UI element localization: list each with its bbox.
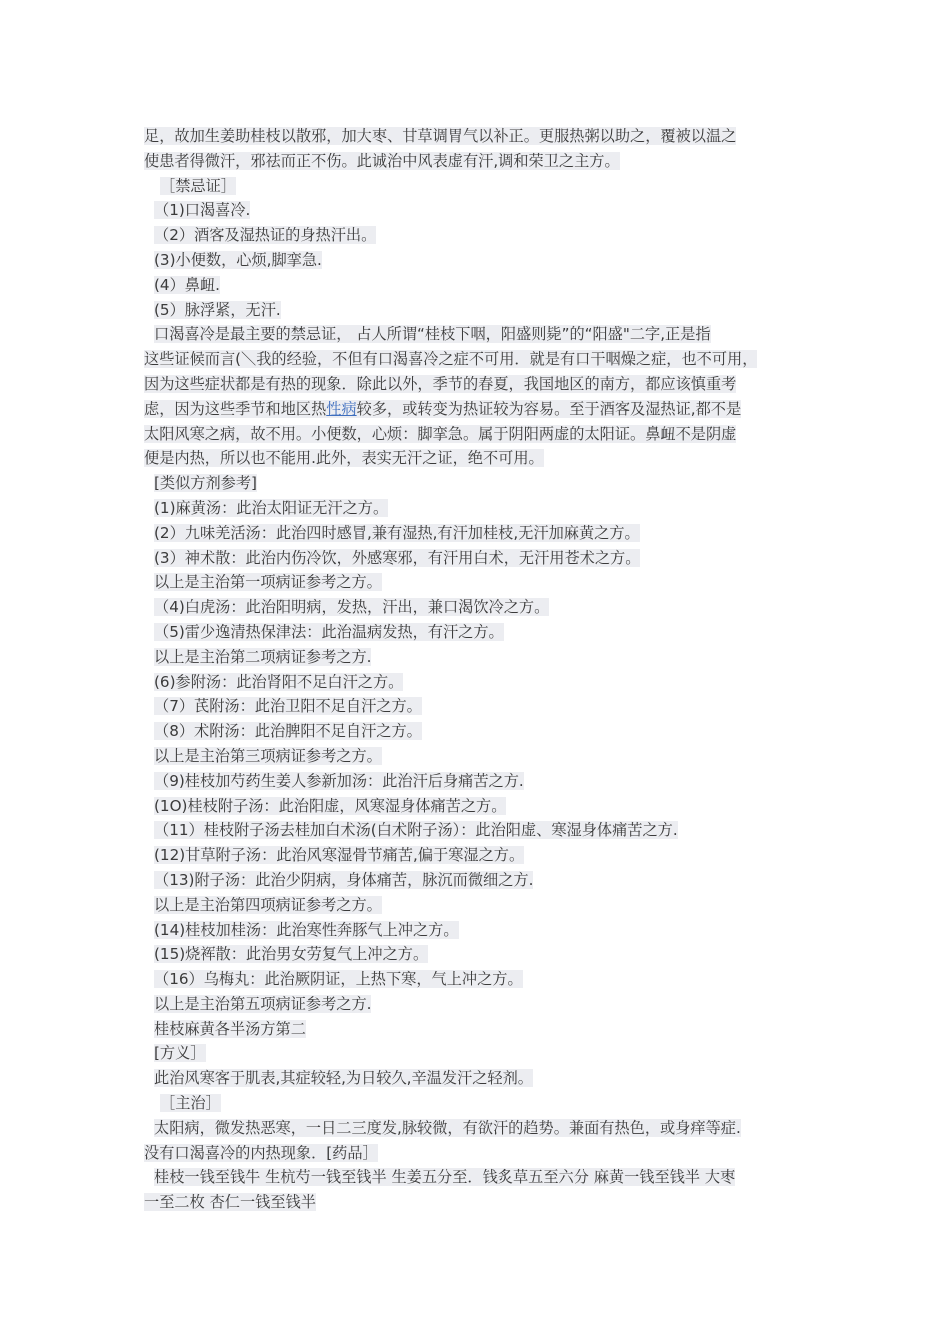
ingredients-line: 一至二枚 杏仁一钱至钱半 [144, 1193, 316, 1212]
list-item: （5)雷少逸清热保津法：此治温病发热，有汗之方。 [154, 622, 504, 641]
text-line: 此治风寒客于肌表,其症较轻,为日较久,辛温发汗之轻剂。 [154, 1069, 533, 1088]
section-heading: [方义］ [154, 1044, 206, 1063]
list-item: (2）九味羌活汤：此治四时感冒,兼有湿热,有汗加桂枝,无汗加麻黄之方。 [154, 523, 640, 542]
section-heading: [类似方剂参考] [154, 474, 257, 493]
ingredients-line: 桂枝一钱至钱牛 生杭芍一钱至钱半 生姜五分至．钱炙草五至六分 麻黄一钱至钱半 大枣 [154, 1168, 736, 1187]
list-item: （8）术附汤：此治脾阳不足自汗之方。 [154, 722, 422, 741]
text-line: 这些证候而言(＼我的经验，不但有口渴喜冷之症不可用．就是有口干咽燥之症，也不可用， [144, 350, 758, 369]
text-line: 足，故加生姜助桂枝以散邪，加大枣、甘草调胃气以补正。更服热粥以助之，覆被以温之 [144, 127, 737, 145]
summary-line: 以上是主治第五项病证参考之方. [154, 994, 372, 1013]
text-segment: 较多，或转变为热证较为容易。至于酒客及湿热证,都不是 [356, 399, 742, 418]
list-item: (1)麻黄汤：此治太阳证无汗之方。 [154, 498, 389, 517]
list-item: （1)口渴喜冷. [154, 201, 251, 220]
text-line: 使患者得微汗，邪祛而正不伤。此诚治中风表虚有汗,调和荣卫之主方。 [144, 151, 620, 170]
list-item: （4)白虎汤：此治阳明病，发热，汗出，兼口渴饮冷之方。 [154, 598, 550, 617]
text-line: 口渴喜冷是最主要的禁忌证， 占人所谓“桂枝下咽，阳盛则毙”的“阳盛"二字,正是指 [154, 325, 711, 344]
list-item: （9)桂枝加芍药生姜人参新加汤：此治汗后身痛苦之方. [154, 771, 524, 790]
text-line: 因为这些症状都是有热的现象．除此以外，季节的春夏，我国地区的南方，都应该慎重考 [144, 374, 737, 393]
text-line: 太阳病，微发热恶寒，一日二三度发,脉较微，有欲汗的趋势。兼面有热色，或身痒等症. [154, 1118, 741, 1137]
text-line: 便是内热，所以也不能用.此外，表实无汗之证，绝不可用。 [144, 449, 544, 468]
list-item: (14)桂枝加桂汤：此治寒性奔豚气上冲之方。 [154, 920, 459, 939]
list-item: (5）脉浮紧，无汗. [154, 300, 281, 319]
list-item: (6)参附汤：此治肾阳不足白汗之方。 [154, 672, 404, 691]
list-item: (15)烧裈散：此治男女劳复气上冲之方。 [154, 945, 429, 964]
text-line: 没有口渴喜冷的内热现象．[药品］ [144, 1143, 378, 1162]
summary-line: 以上是主治第三项病证参考之方。 [154, 746, 382, 765]
text-line [144, 397, 814, 422]
list-item: (3)小便数，心烦,脚挛急. [154, 250, 322, 269]
list-item: （13)附子汤：此治少阴病，身体痛苦，脉沉而微细之方. [154, 870, 534, 889]
keyword-link[interactable]: 性病 [326, 399, 357, 418]
summary-line: 以上是主治第二项病证参考之方. [154, 647, 372, 666]
list-item: （11）桂枝附子汤去桂加白术汤(白术附子汤）：此治阳虚、寒湿身体痛苦之方. [154, 821, 678, 840]
list-item: （7）芪附汤：此治卫阳不足自汗之方。 [154, 697, 422, 716]
document-page [144, 124, 814, 1215]
list-item: （16）乌梅丸：此治厥阴证，上热下寒，气上冲之方。 [154, 970, 523, 989]
list-item: (1O)桂枝附子汤：此治阳虚，风寒湿身体痛苦之方。 [154, 796, 507, 815]
list-item: (4）鼻衄. [154, 275, 220, 294]
list-item: （2）酒客及湿热证的身热汗出。 [154, 226, 377, 245]
summary-line: 以上是主治第四项病证参考之方。 [154, 895, 382, 914]
section-heading: ［禁忌证］ [160, 176, 236, 195]
formula-title: 桂枝麻黄各半汤方第二 [154, 1019, 306, 1038]
text-segment: 虑，因为这些季节和地区热 [144, 399, 327, 418]
list-item: (3）神术散：此治内伤冷饮，外感寒邪，有汗用白术，无汗用苍术之方。 [154, 548, 641, 567]
summary-line: 以上是主治第一项病证参考之方。 [154, 573, 382, 592]
list-item: (12)甘草附子汤：此治风寒湿骨节痛苦,偏于寒湿之方。 [154, 846, 525, 865]
section-heading: ［主治］ [160, 1094, 221, 1113]
text-line: 太阳风寒之病，故不用。小便数，心烦：脚挛急。属于阴阳两虚的太阳证。鼻衄不是阴虚 [144, 424, 737, 443]
